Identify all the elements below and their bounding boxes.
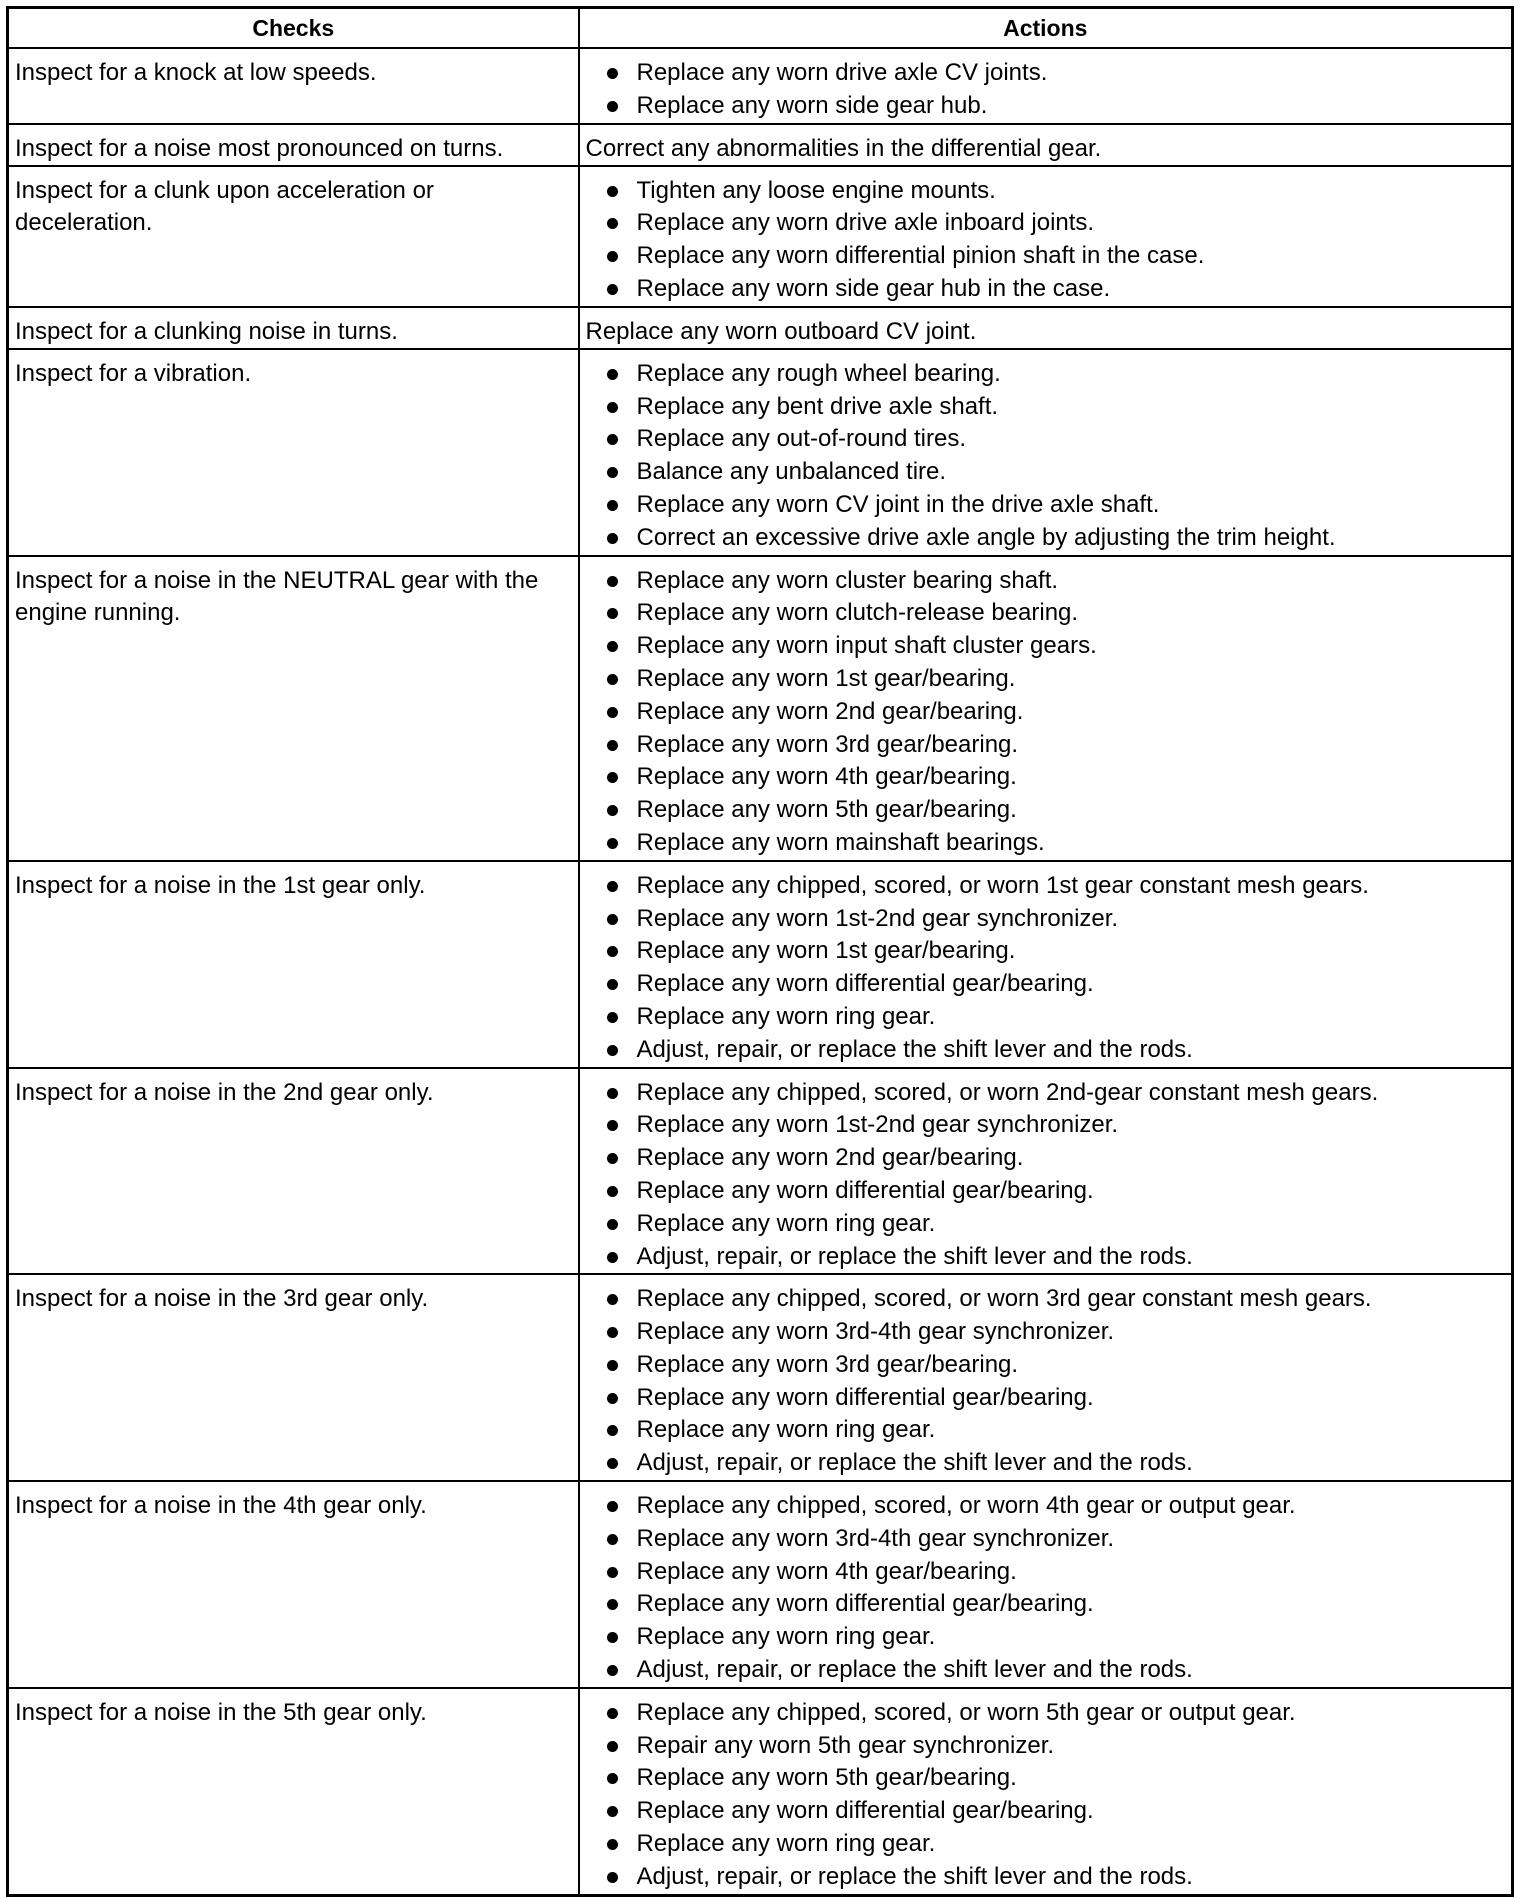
action-bullet-item: Replace any worn input shaft cluster gears. [586,630,1506,663]
check-cell: Inspect for a noise in the 2nd gear only. [8,1068,579,1275]
actions-cell [579,307,1513,349]
action-bullet-item: Replace any out-of-round tires. [586,423,1506,456]
action-bullet-item: Replace any worn mainshaft bearings. [586,827,1506,860]
table-row [8,556,1513,861]
action-bullet-item: Replace any worn 3rd gear/bearing. [586,1349,1506,1382]
action-bullet-item: Replace any worn side gear hub. [586,90,1506,123]
check-cell: Inspect for a noise in the 3rd gear only. [8,1274,579,1481]
header-row [8,8,1513,49]
table-row [8,1688,1513,1895]
action-bullet-item: Replace any worn 4th gear/bearing. [586,761,1506,794]
actions-cell [579,48,1513,124]
actions-cell [579,1688,1513,1895]
action-bullet-item: Replace any chipped, scored, or worn 3rd gear constant mesh gears. [586,1283,1506,1316]
table-row [8,124,1513,166]
action-list [586,1283,1506,1480]
action-bullet-item: Replace any worn ring gear. [586,1208,1506,1241]
action-bullet-item: Replace any worn 4th gear/bearing. [586,1556,1506,1589]
action-bullet-item: Replace any worn ring gear. [586,1621,1506,1654]
table-row [8,1068,1513,1275]
action-bullet-item: Replace any worn 1st-2nd gear synchronizer. [586,1109,1506,1142]
action-list [586,565,1506,860]
action-bullet-item: Replace any worn differential gear/bearing. [586,1588,1506,1621]
actions-cell [579,124,1513,166]
action-bullet-item: Replace any chipped, scored, or worn 1st gear constant mesh gears. [586,870,1506,903]
action-bullet-item: Adjust, repair, or replace the shift lever and the rods. [586,1241,1506,1274]
actions-cell [579,1274,1513,1481]
action-bullet-item: Replace any worn side gear hub in the case. [586,273,1506,306]
action-bullet-item: Replace any worn CV joint in the drive axle shaft. [586,489,1506,522]
action-bullet-item: Replace any worn 2nd gear/bearing. [586,696,1506,729]
check-cell: Inspect for a clunking noise in turns. [8,307,579,349]
check-cell: Inspect for a noise in the 1st gear only. [8,861,579,1068]
check-cell: Inspect for a noise most pronounced on turns. [8,124,579,166]
action-bullet-item: Replace any worn differential gear/bearing. [586,1795,1506,1828]
action-bullet-item: Replace any worn 2nd gear/bearing. [586,1142,1506,1175]
action-bullet-item: Replace any bent drive axle shaft. [586,391,1506,424]
table-row [8,307,1513,349]
actions-cell [579,861,1513,1068]
actions-cell [579,1481,1513,1688]
action-bullet-item: Replace any worn cluster bearing shaft. [586,565,1506,598]
action-list [586,175,1506,306]
action-bullet-item: Adjust, repair, or replace the shift lever and the rods. [586,1861,1506,1894]
action-bullet-item: Replace any worn 5th gear/bearing. [586,794,1506,827]
action-bullet-item: Adjust, repair, or replace the shift lever and the rods. [586,1447,1506,1480]
action-text: Correct any abnormalities in the differential gear. [585,134,1102,162]
table-body [8,48,1513,1895]
action-bullet-item: Replace any worn 1st gear/bearing. [586,663,1506,696]
actions-cell [579,1068,1513,1275]
action-bullet-item: Replace any worn differential gear/bearing. [586,968,1506,1001]
actions-cell [579,166,1513,307]
action-bullet-item: Replace any worn drive axle inboard joints. [586,207,1506,240]
check-cell: Inspect for a vibration. [8,349,579,556]
check-cell: Inspect for a noise in the 4th gear only. [8,1481,579,1688]
action-bullet-item: Correct an excessive drive axle angle by adjusting the trim height. [586,522,1506,555]
action-bullet-item: Replace any worn clutch-release bearing. [586,597,1506,630]
action-bullet-item: Replace any worn 3rd-4th gear synchronizer. [586,1523,1506,1556]
action-bullet-item: Adjust, repair, or replace the shift lever and the rods. [586,1034,1506,1067]
action-bullet-item: Replace any worn ring gear. [586,1414,1506,1447]
action-bullet-item: Replace any worn differential gear/bearing. [586,1382,1506,1415]
diagnosis-table [6,6,1514,1897]
action-list [586,57,1506,123]
action-bullet-item: Replace any worn differential gear/bearing. [586,1175,1506,1208]
action-list [586,1697,1506,1894]
checks-header: Checks [8,8,579,49]
action-bullet-item: Replace any worn ring gear. [586,1828,1506,1861]
action-text: Replace any worn outboard CV joint. [585,317,977,345]
action-bullet-item: Replace any worn drive axle CV joints. [586,57,1506,90]
action-list [586,1490,1506,1687]
action-bullet-item: Replace any worn 3rd gear/bearing. [586,729,1506,762]
action-bullet-item: Replace any worn 1st gear/bearing. [586,935,1506,968]
action-bullet-item: Replace any chipped, scored, or worn 2nd-gear constant mesh gears. [586,1077,1506,1110]
check-cell: Inspect for a noise in the 5th gear only. [8,1688,579,1895]
action-list [586,358,1506,555]
table-row [8,1481,1513,1688]
action-list [586,1077,1506,1274]
action-bullet-item: Tighten any loose engine mounts. [586,175,1506,208]
action-bullet-item: Replace any worn 3rd-4th gear synchronizer. [586,1316,1506,1349]
table-row [8,48,1513,124]
table-row [8,349,1513,556]
table-row [8,861,1513,1068]
action-bullet-item: Adjust, repair, or replace the shift lever and the rods. [586,1654,1506,1687]
action-bullet-item: Repair any worn 5th gear synchronizer. [586,1730,1506,1763]
table-row [8,166,1513,307]
table-row [8,1274,1513,1481]
check-cell: Inspect for a noise in the NEUTRAL gear with the engine running. [8,556,579,861]
action-bullet-item: Replace any worn ring gear. [586,1001,1506,1034]
action-bullet-item: Replace any rough wheel bearing. [586,358,1506,391]
action-bullet-item: Balance any unbalanced tire. [586,456,1506,489]
check-cell: Inspect for a knock at low speeds. [8,48,579,124]
action-list [586,870,1506,1067]
action-bullet-item: Replace any chipped, scored, or worn 4th gear or output gear. [586,1490,1506,1523]
action-bullet-item: Replace any worn 1st-2nd gear synchronizer. [586,903,1506,936]
action-bullet-item: Replace any chipped, scored, or worn 5th gear or output gear. [586,1697,1506,1730]
action-bullet-item: Replace any worn differential pinion shaft in the case. [586,240,1506,273]
actions-cell [579,556,1513,861]
actions-cell [579,349,1513,556]
actions-header: Actions [579,8,1513,49]
check-cell: Inspect for a clunk upon acceleration or deceleration. [8,166,579,307]
action-bullet-item: Replace any worn 5th gear/bearing. [586,1762,1506,1795]
